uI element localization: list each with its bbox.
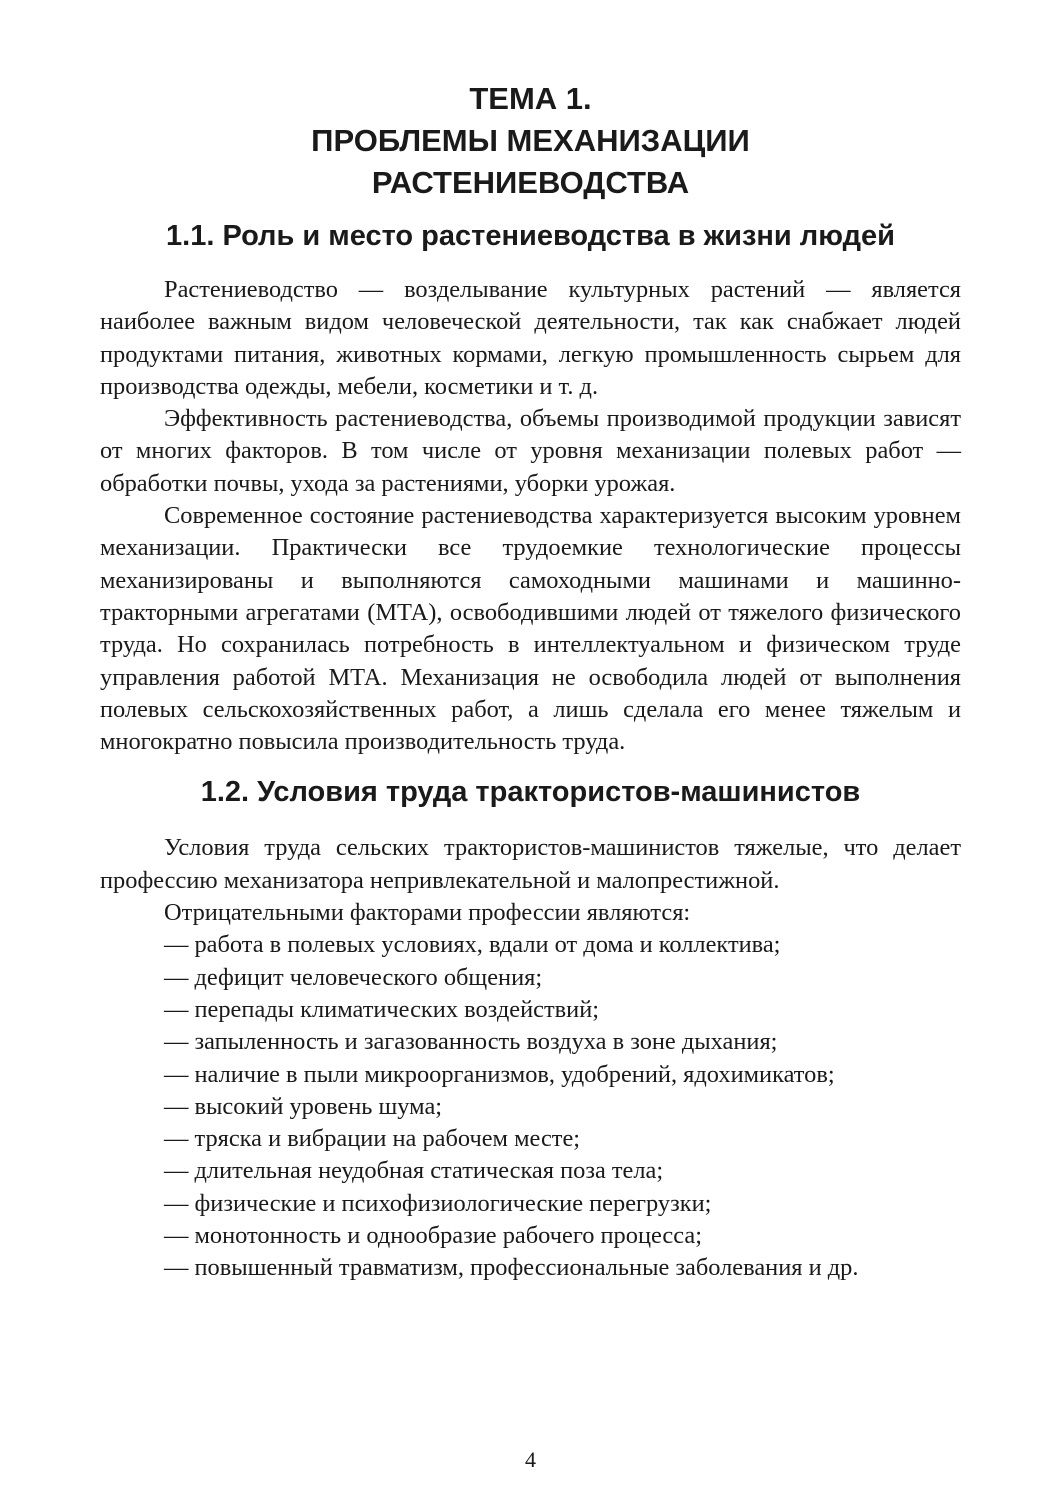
page-content bbox=[100, 78, 961, 1285]
list-item: — физические и психофизиологические перегрузки; bbox=[164, 1189, 712, 1217]
section-1-paragraph: Растениеводство — возделывание культурных растений — является наиболее важным видом человеческой деятельности, так как снабжает людей продуктами питания, животных кормами, легкую промышленность сырьем для производства одежды, мебели, косметики и т. д. bbox=[100, 276, 961, 400]
section-1-paragraph: Современное состояние растениеводства характеризуется высоким уровнем механизации. Практически все трудоемкие технологические процессы механизированы и выполняются самоходными машинами и машинно-тракторными агрегатами (МТА), освободившими людей от тяжелого физического труда. Но сохранилась потребность в интеллектуальном и физическом труде управления работой МТА. Механизация не освободила людей от выполнения полевых сельскохозяйственных работ, а лишь сделала его менее тяжелым и многократно повысила производительность труда. bbox=[100, 502, 961, 756]
factors-intro: Отрицательными факторами профессии являются: bbox=[164, 899, 691, 927]
page-number: 4 bbox=[525, 1447, 536, 1472]
list-item: — тряска и вибрации на рабочем месте; bbox=[164, 1125, 581, 1153]
list-item: — дефицит человеческого общения; bbox=[164, 963, 543, 991]
list-item: — повышенный травматизм, профессиональные заболевания и др. bbox=[164, 1254, 859, 1282]
section-2-paragraph: Условия труда сельских трактористов-машинистов тяжелые, что делает профессию механизатора непривлекательной и малопрестижной. bbox=[100, 834, 961, 894]
list-item: — перепады климатических воздействий; bbox=[164, 995, 600, 1023]
section-1-heading: 1.1. Роль и место растениеводства в жизни людей bbox=[166, 220, 895, 252]
list-item: — монотонность и однообразие рабочего процесса; bbox=[164, 1222, 702, 1250]
negative-factors-list bbox=[100, 929, 961, 1284]
topic-number: ТЕМА 1. bbox=[469, 81, 592, 116]
list-item: — длительная неудобная статическая поза тела; bbox=[164, 1157, 664, 1185]
section-1-paragraph: Эффективность растениеводства, объемы производимой продукции зависят от многих факторов. В том числе от уровня механизации полевых работ — обработки почвы, ухода за растениями, уборки урожая. bbox=[100, 405, 961, 497]
list-item: — высокий уровень шума; bbox=[164, 1092, 443, 1120]
topic-name-line-2: РАСТЕНИЕВОДСТВА bbox=[371, 165, 690, 200]
list-item: — запыленность и загазованность воздуха в зоне дыхания; bbox=[164, 1028, 778, 1056]
list-item: — работа в полевых условиях, вдали от дома и коллектива; bbox=[164, 931, 781, 959]
list-item: — наличие в пыли микроорганизмов, удобрений, ядохимикатов; bbox=[164, 1060, 835, 1088]
section-2-heading: 1.2. Условия труда трактористов-машинистов bbox=[200, 776, 861, 809]
topic-title bbox=[100, 78, 961, 204]
topic-name-line-1: ПРОБЛЕМЫ МЕХАНИЗАЦИИ bbox=[311, 123, 750, 158]
